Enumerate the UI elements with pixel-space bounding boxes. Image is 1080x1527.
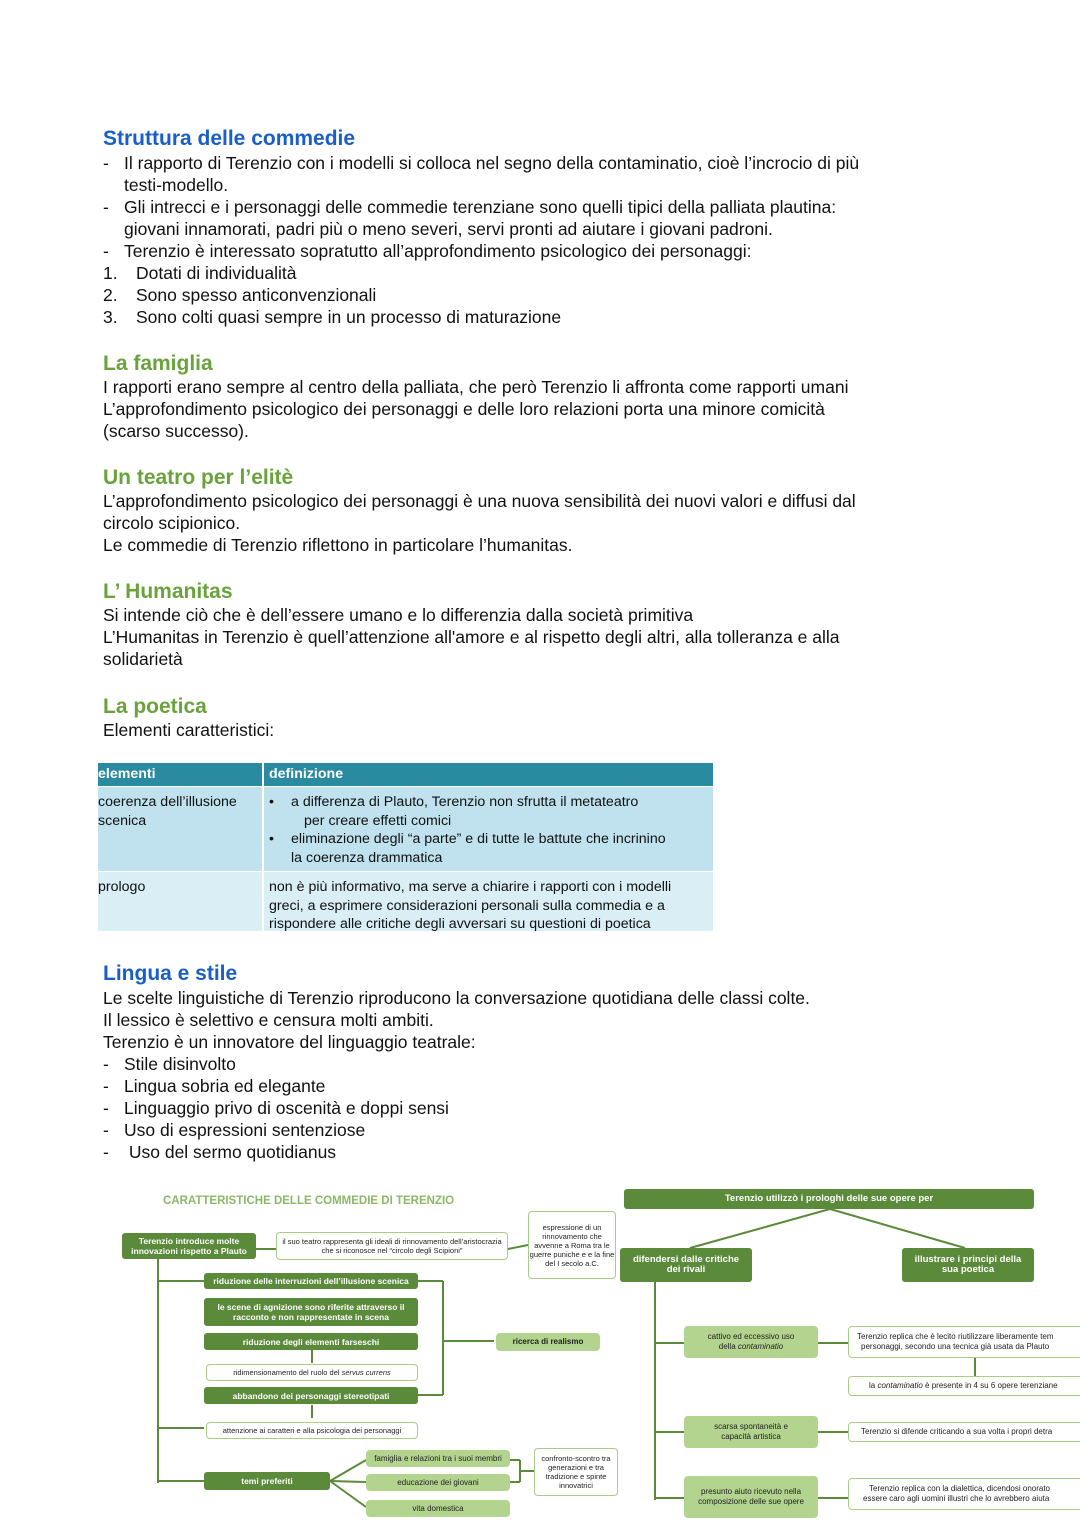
diagram-left-title: CARATTERISTICHE DELLE COMMEDIE DI TERENZIO bbox=[163, 1195, 455, 1207]
diagram-node: temi preferiti bbox=[204, 1472, 330, 1490]
diagram-node: presunto aiuto ricevuto nella composizione delle sue opere bbox=[684, 1476, 818, 1518]
paragraph-line: Elementi caratteristici: bbox=[103, 720, 275, 740]
paragraph-line: (scarso successo). bbox=[103, 421, 249, 441]
bullet-dot: • bbox=[269, 794, 274, 810]
table-cell: la coerenza drammatica bbox=[291, 850, 443, 866]
paragraph-line: L’approfondimento psicologico dei personaggi è una nuova sensibilità dei nuovi valori e diffusi dal bbox=[103, 491, 856, 511]
diagram-node: le scene di agnizione sono riferite attraverso il racconto e non rappresentate in scena bbox=[204, 1298, 418, 1326]
diagram-node: il suo teatro rappresenta gli ideali di rinnovamento dell’aristocrazia che si riconosce nel “circolo degli Scipioni” bbox=[276, 1232, 508, 1260]
table-cell: rispondere alle critiche degli avversari su questioni di poetica bbox=[269, 916, 651, 932]
diagram-node: ridimensionamento del ruolo del servus currens bbox=[206, 1364, 418, 1381]
bullet-dot: • bbox=[269, 831, 274, 847]
paragraph-line: Le scelte linguistiche di Terenzio riproducono la conversazione quotidiana delle classi colte. bbox=[103, 988, 810, 1008]
table-header-cell: definizione bbox=[269, 766, 344, 782]
table-cell: prologo bbox=[98, 879, 146, 895]
diagram-node: vita domestica bbox=[366, 1500, 510, 1517]
paragraph-line: Si intende ciò che è dell’essere umano e lo differenzia dalla società primitiva bbox=[103, 605, 694, 625]
diagram-node: Terenzio replica che è lecito riutilizzare liberamente tem personaggi, secondo una tecnica già usata da Plauto bbox=[848, 1326, 1080, 1358]
diagram-node: abbandono dei personaggi stereotipati bbox=[204, 1387, 418, 1404]
table-cell: greci, a esprimere considerazioni personali sulla commedia e a bbox=[269, 898, 665, 914]
paragraph-line: solidarietà bbox=[103, 649, 183, 669]
diagram-node: confronto-scontro tra generazioni e tra tradizione e spinte innovatrici bbox=[534, 1448, 618, 1496]
diagram-node: famiglia e relazioni tra i suoi membri bbox=[366, 1450, 510, 1467]
diagram-root-node: Terenzio introduce molte innovazioni rispetto a Plauto bbox=[122, 1233, 256, 1259]
paragraph-line: Terenzio è un innovatore del linguaggio teatrale: bbox=[103, 1032, 476, 1052]
table-cell: scenica bbox=[98, 813, 147, 829]
table-cell: a differenza di Plauto, Terenzio non sfrutta il metateatro bbox=[291, 794, 639, 810]
table-header-cell: elementi bbox=[98, 766, 156, 782]
section-title-lingua: Lingua e stile bbox=[103, 962, 238, 985]
diagram-node: Terenzio replica con la dialettica, dicendosi onorato essere caro agli uomini illustri che lo avrebbero aiuta bbox=[848, 1478, 1080, 1510]
paragraph-line: L’Humanitas in Terenzio è quell’attenzione all'amore e al rispetto degli altri, alla tolleranza e alla bbox=[103, 627, 840, 647]
paragraph-line: L’approfondimento psicologico dei personaggi e delle loro relazioni porta una minore comicità bbox=[103, 399, 825, 419]
table-cell: eliminazione degli “a parte” e di tutte le battute che incrinino bbox=[291, 831, 666, 847]
diagram-node: difendersi dalle critiche dei rivali bbox=[620, 1248, 752, 1282]
diagram-node: riduzione delle interruzioni dell’illusione scenica bbox=[204, 1273, 418, 1289]
diagrams-image bbox=[0, 1180, 1080, 1527]
diagram-node: ricerca di realismo bbox=[496, 1333, 600, 1351]
table-header-row bbox=[98, 763, 713, 786]
table-cell: coerenza dell’illusione bbox=[98, 794, 237, 810]
diagram-right-header: Terenzio utilizzò i prologhi delle sue opere per bbox=[624, 1189, 1034, 1209]
section-title-famiglia: La famiglia bbox=[103, 352, 213, 375]
diagram-node: riduzione degli elementi farseschi bbox=[204, 1333, 418, 1350]
diagram-node: la contaminatio è presente in 4 su 6 opere terenziane bbox=[848, 1376, 1080, 1396]
paragraph-line: Le commedie di Terenzio riflettono in particolare l’humanitas. bbox=[103, 535, 573, 555]
diagram-node: espressione di un rinnovamento che avvenne a Roma tra le guerre puniche e e la fine del I secolo a.C. bbox=[528, 1211, 616, 1279]
paragraph-line: Il lessico è selettivo e censura molti ambiti. bbox=[103, 1010, 434, 1030]
diagram-node: cattivo ed eccessivo uso della contaminatio bbox=[684, 1326, 818, 1358]
section-title-struttura: Struttura delle commedie bbox=[103, 127, 356, 150]
diagram-node: illustrare i principi della sua poetica bbox=[902, 1248, 1034, 1282]
table-cell: non è più informativo, ma serve a chiarire i rapporti con i modelli bbox=[269, 879, 672, 895]
paragraph-line: I rapporti erano sempre al centro della palliata, che però Terenzio li affronta come rapporti umani bbox=[103, 377, 849, 397]
table-cell: per creare effetti comici bbox=[304, 813, 452, 829]
diagram-node: scarsa spontaneità e capacità artistica bbox=[684, 1416, 818, 1448]
paragraph-line: circolo scipionico. bbox=[103, 513, 241, 533]
section-title-humanitas: L’ Humanitas bbox=[103, 580, 233, 603]
diagram-node: Terenzio si difende criticando a sua volta i propri detra bbox=[848, 1422, 1080, 1442]
diagram-node: educazione dei giovani bbox=[366, 1474, 510, 1491]
diagram-node: attenzione ai caratteri e alla psicologia dei personaggi bbox=[206, 1422, 418, 1439]
section-title-elite: Un teatro per l’elitè bbox=[103, 466, 294, 489]
section-title-poetica: La poetica bbox=[103, 695, 207, 718]
